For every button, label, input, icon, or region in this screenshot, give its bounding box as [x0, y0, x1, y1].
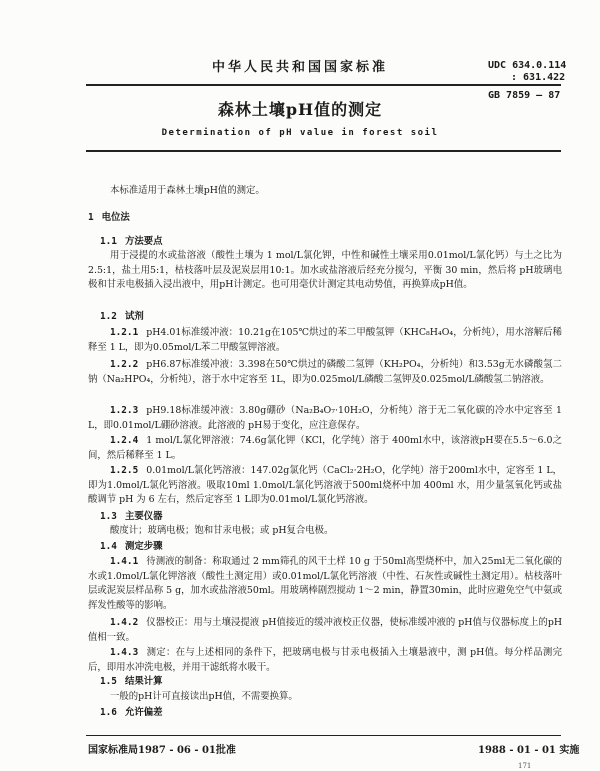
section-1-2-heading [100, 311, 144, 323]
section-1-heading [88, 212, 130, 224]
page-subtitle: Determination of pH value in forest soil [161, 128, 439, 138]
section-title: 结果计算 [124, 676, 163, 687]
section-1-4-1 [88, 555, 562, 613]
section-title: 电位法 [101, 212, 130, 223]
scope-statement: 本标准适用于森林土壤pH值的测定。 [110, 185, 265, 196]
section-1-4-2 [88, 616, 562, 645]
approval-date: 国家标准局1987 - 06 - 01批准 [88, 745, 236, 756]
section-1-2-2 [88, 358, 562, 387]
clause-number: 1.4.1 [110, 556, 139, 567]
clause-number: 1.2.1 [110, 327, 139, 338]
clause-text: 仪器校正：用与土壤浸提液 pH值接近的缓冲液校正仪器，使标准缓冲液的 pH值与仪器标度上的pH值相一致。 [88, 617, 562, 643]
section-1-3-text: 酸度计；玻璃电极；饱和甘汞电极；或 pH复合电极。 [110, 525, 334, 536]
issuing-authority: 中华人民共和国国家标准 [211, 60, 388, 75]
udc-code: UDC 634.0.114 [488, 60, 567, 71]
clause-text: 1 mol/L氯化钾溶液：74.6g氯化钾（KCl，化学纯）溶于 400ml水中，该溶液pH要在5.5～6.0之间，然后稀释至 1 L。 [88, 435, 562, 461]
section-1-3-heading [100, 511, 162, 523]
section-number: 1.2 [100, 311, 117, 322]
section-1-4-heading [100, 541, 162, 553]
page-title: 森林土壤pH值的测定 [217, 100, 383, 119]
section-1-2-1 [88, 326, 562, 355]
clause-number: 1.2.5 [110, 465, 139, 476]
clause-number: 1.4.2 [110, 617, 139, 628]
section-title: 允许偏差 [124, 707, 163, 718]
section-number: 1.6 [100, 707, 117, 718]
section-number: 1 [88, 212, 94, 223]
section-1-2-5 [88, 464, 562, 508]
title-rule [86, 150, 561, 152]
page-number: 171 [518, 762, 532, 770]
implementation-date: 1988 - 01 - 01 实施 [478, 745, 580, 756]
section-number: 1.4 [100, 541, 117, 552]
section-1-4-3 [88, 646, 562, 675]
section-title: 主要仪器 [124, 511, 163, 522]
clause-text: 0.01mol/L氯化钙溶液：147.02g氯化钙（CaCl₂·2H₂O，化学纯）溶于200ml水中，定容至 1 L，即为1.0mol/L氯化钙溶液。吸取10ml 1.0mol/L氯化钙溶液于500ml烧杯中加 400ml 水，用少量氢氧化钙或盐酸调节 pH 为 6 左右，然后定容至 1 L即为0.01mol/L氯化钙溶液。 [88, 465, 562, 505]
section-1-5-heading [100, 676, 162, 688]
udc-code-cont: : 631.422 [511, 72, 566, 83]
section-1-2-4 [88, 434, 562, 463]
header-rule [86, 84, 561, 86]
clause-number: 1.4.3 [110, 647, 139, 658]
section-1-1-heading [100, 236, 162, 248]
section-1-1-text: 用于浸提的水或盐溶液（酸性土壤为 1 mol/L氯化钾，中性和碱性土壤采用0.01mol/L氯化钙）与土之比为2.5:1，盐土用5:1，枯枝落叶层及泥炭层用10:1。加水或盐溶液后经充分搅匀，平衡 30 min，然后将 pH玻璃电极和甘汞电极插入浸出液中，用pH计测定。也可用毫伏计测定其电动势值，再换算成pH值。 [88, 250, 562, 290]
section-1-5-text: 一般的pH计可直接读出pH值，不需要换算。 [110, 691, 298, 702]
clause-number: 1.2.2 [110, 359, 139, 370]
gb-number: GB 7859 — 87 [488, 90, 561, 101]
section-number: 1.1 [100, 236, 117, 247]
clause-text: pH4.01标准缓冲液：10.21g在105℃烘过的苯二甲酸氢钾（KHC₈H₄O₄，分析纯），用水溶解后稀释至 1 L，即为0.05mol/L苯二甲酸氢钾溶液。 [88, 327, 562, 353]
clause-number: 1.2.3 [110, 405, 139, 416]
section-number: 1.5 [100, 676, 117, 687]
section-1-2-3 [88, 404, 562, 433]
section-1-6-heading [100, 707, 162, 719]
footer-rule [86, 735, 561, 736]
clause-text: 测定：在与上述相同的条件下，把玻璃电极与甘汞电极插入土壤悬液中，测 pH值。每分样品测完后，即用水冲洗电极，并用干滤纸将水吸干。 [88, 647, 562, 673]
clause-text: 待测液的制备：称取通过 2 mm筛孔的风干土样 10 g 于50ml高型烧杯中，加入25ml无二氧化碳的水或1.0mol/L氯化钾溶液（酸性土测定用）或0.01mol/L氯化钙溶液（中性、石灰性或碱性土测定用）。枯枝落叶层或泥炭层样品称 5 g，加水或盐溶液50ml。用玻璃棒剧烈搅动 1～2 min，静置30min，此时应避免空气中氨或挥发性酸等的影响。 [88, 556, 562, 611]
clause-text: pH6.87标准缓冲液：3.398在50℃烘过的磷酸二氢钾（KH₂PO₄，分析纯）和3.53g无水磷酸氢二钠（Na₂HPO₄，分析纯），溶于水中定容至 1L，即为0.025mol/L磷酸二氢钾及0.025mol/L磷酸氢二钠溶液。 [88, 359, 562, 385]
clause-number: 1.2.4 [110, 435, 139, 446]
section-title: 试剂 [124, 311, 144, 322]
section-number: 1.3 [100, 511, 117, 522]
section-title: 测定步骤 [124, 541, 163, 552]
section-title: 方法要点 [124, 236, 163, 247]
clause-text: pH9.18标准缓冲液：3.80g硼砂（Na₂B₄O₇·10H₂O，分析纯）溶于无二氧化碳的冷水中定容至 1 L，即0.01mol/L硼砂溶液。此溶液的 pH易于变化，应注意保存。 [88, 405, 562, 431]
